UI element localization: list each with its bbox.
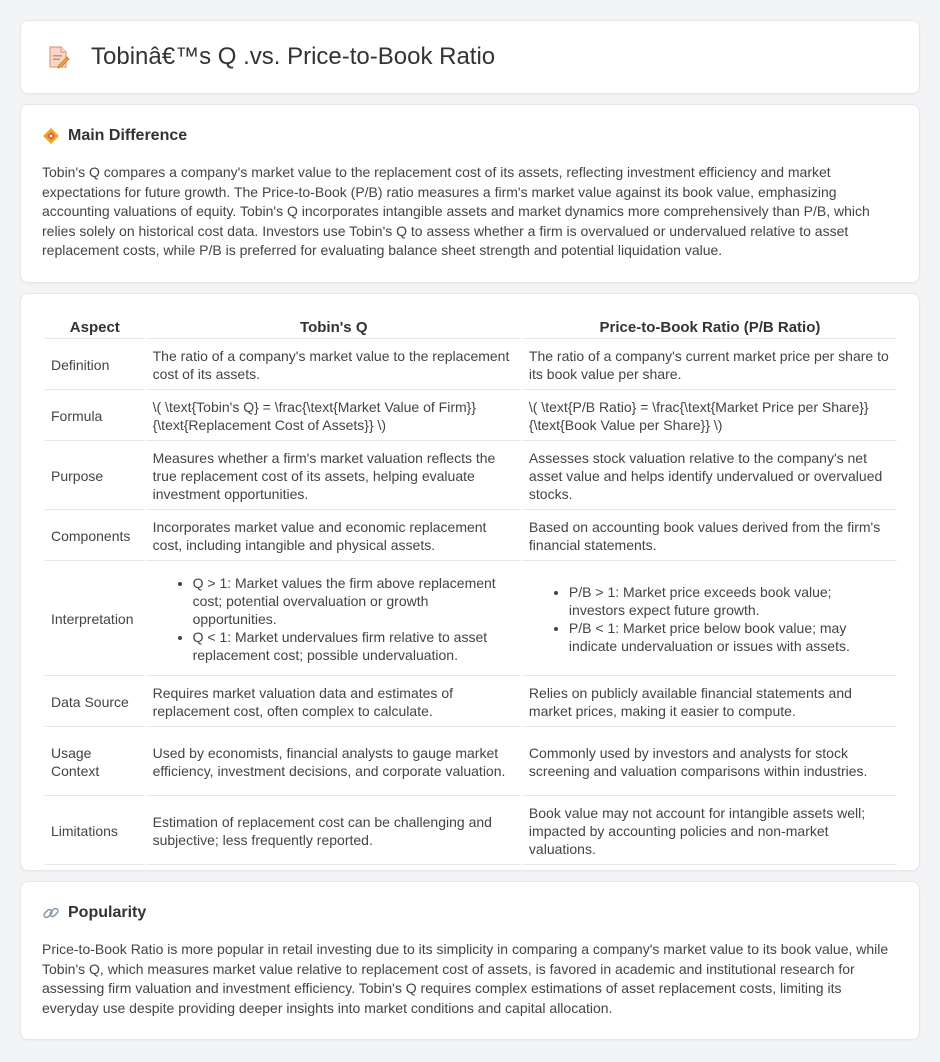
row-pb-ratio: Book value may not account for intangible assets well; impacted by accounting policies and non-market valuations.: [523, 798, 897, 865]
page-title: Tobinâ€™s Q .vs. Price-to-Book Ratio: [91, 43, 496, 70]
row-tobins-q: Requires market valuation data and estimates of replacement cost, often complex to calculate.: [147, 678, 521, 727]
comparison-table-card: [20, 293, 920, 871]
table-row: [45, 678, 897, 727]
row-aspect: Purpose: [45, 443, 145, 510]
link-icon: [42, 904, 60, 922]
row-pb-ratio: The ratio of a company's current market price per share to its book value per share.: [523, 341, 897, 390]
header-tobins-q: Tobin's Q: [147, 317, 521, 339]
table-row: [45, 563, 897, 676]
row-tobins-q: [147, 563, 521, 676]
list-item: • Q < 1: Market undervalues firm relative to asset replacement cost; possible undervaluation.: [193, 628, 515, 664]
row-pb-ratio: Based on accounting book values derived from the firm's financial statements.: [523, 512, 897, 561]
list-item: • P/B < 1: Market price below book value; may indicate undervaluation or issues with assets.: [569, 619, 891, 655]
row-aspect: Components: [45, 512, 145, 561]
row-aspect: Interpretation: [45, 563, 145, 676]
table-header-row: [45, 317, 897, 339]
comparison-table: [43, 315, 899, 867]
row-aspect: Definition: [45, 341, 145, 390]
main-difference-title: Main Difference: [68, 127, 188, 144]
list-item: • Q > 1: Market values the firm above replacement cost; potential overvaluation or growth opportunities.: [193, 574, 515, 628]
row-aspect: Limitations: [45, 798, 145, 865]
tobins-q-interpretation-list: [153, 574, 515, 664]
row-aspect: Formula: [45, 392, 145, 441]
table-row: [45, 443, 897, 510]
table-row: [45, 729, 897, 796]
header-aspect: Aspect: [45, 317, 145, 339]
table-row: [45, 341, 897, 390]
row-pb-ratio: Assesses stock valuation relative to the company's net asset value and helps identify undervalued or overvalued stocks.: [523, 443, 897, 510]
list-item: • P/B > 1: Market price exceeds book value; investors expect future growth.: [569, 583, 891, 619]
table-row: [45, 512, 897, 561]
popularity-title: Popularity: [68, 904, 147, 921]
row-tobins-q: Estimation of replacement cost can be challenging and subjective; less frequently reported.: [147, 798, 521, 865]
header-pb-ratio: Price-to-Book Ratio (P/B Ratio): [523, 317, 897, 339]
row-tobins-q: Used by economists, financial analysts to gauge market efficiency, investment decisions, and corporate valuation.: [147, 729, 521, 796]
document-pencil-icon: [45, 44, 71, 70]
popularity-body: Price-to-Book Ratio is more popular in retail investing due to its simplicity in comparing a company's market value to its book value, while Tobin's Q, which measures market value relative to replacement cost of assets, is favored in academic and institutional research for assessing firm valuation and investment efficiency. Tobin's Q requires complex estimations of asset replacement costs, limiting its everyday use despite providing deeper insights into market conditions and capital allocation.: [42, 941, 889, 1016]
row-pb-ratio: Relies on publicly available financial statements and market prices, making it easier to compute.: [523, 678, 897, 727]
table-row: [45, 392, 897, 441]
main-difference-card: [20, 104, 920, 283]
row-tobins-q: \( \text{Tobin's Q} = \frac{\text{Market Value of Firm}}{\text{Replacement Cost of Assets}} \): [147, 392, 521, 441]
row-pb-ratio: Commonly used by investors and analysts for stock screening and valuation comparisons within industries.: [523, 729, 897, 796]
diamond-icon: [42, 127, 60, 145]
row-tobins-q: The ratio of a company's market value to the replacement cost of its assets.: [147, 341, 521, 390]
row-aspect: Usage Context: [45, 729, 145, 796]
main-difference-body: Tobin's Q compares a company's market value to the replacement cost of its assets, reflecting investment efficiency and market expectations for future growth. The Price-to-Book (P/B) ratio measures a firm's market value against its book value, emphasizing accounting valuations of equity. Tobin's Q incorporates intangible assets and market dynamics more comprehensively than P/B, which relies solely on historical cost data. Investors use Tobin's Q to assess whether a firm is overvalued or undervalued relative to asset replacement costs, while P/B is preferred for evaluating balance sheet strength and potential liquidation value.: [42, 164, 870, 258]
row-tobins-q: Incorporates market value and economic replacement cost, including intangible and physical assets.: [147, 512, 521, 561]
row-tobins-q: Measures whether a firm's market valuation reflects the true replacement cost of its assets, helping evaluate investment opportunities.: [147, 443, 521, 510]
table-row: [45, 798, 897, 865]
row-pb-ratio: [523, 563, 897, 676]
row-pb-ratio: \( \text{P/B Ratio} = \frac{\text{Market Price per Share}}{\text{Book Value per Share}} \): [523, 392, 897, 441]
popularity-card: [20, 881, 920, 1040]
row-aspect: Data Source: [45, 678, 145, 727]
header-card: [20, 20, 920, 94]
pb-interpretation-list: [529, 583, 891, 655]
